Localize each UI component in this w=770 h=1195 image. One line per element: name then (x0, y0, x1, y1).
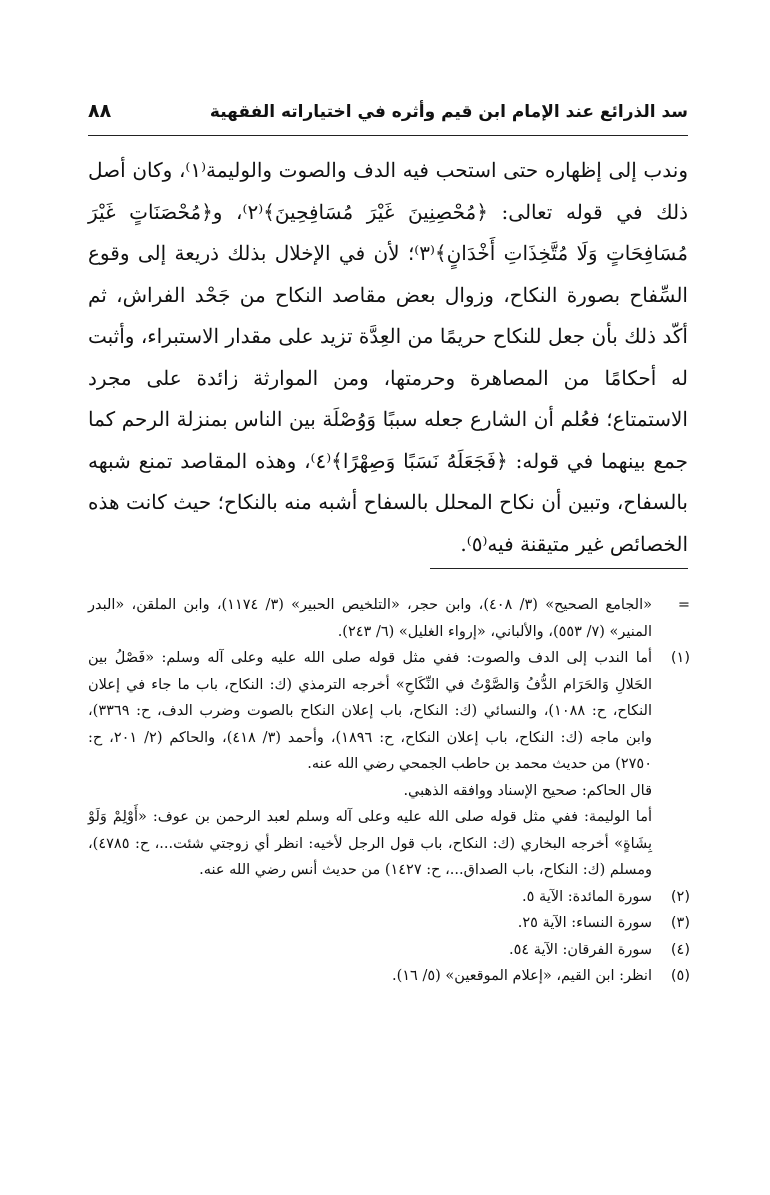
running-title: سد الذرائع عند الإمام ابن قيم وأثره في اختياراته الفقهية (209, 102, 688, 122)
header-rule (88, 135, 688, 136)
footnote-marker: (٢) (670, 888, 690, 905)
footnote-text: سورة الفرقان: الآية ٥٤. (508, 941, 652, 958)
footnote-1 (88, 645, 690, 884)
main-text (88, 150, 688, 565)
footnote-4 (88, 937, 690, 964)
footnote-5 (88, 963, 690, 990)
page-header (88, 100, 688, 122)
footnote-marker: (١) (670, 650, 690, 666)
page-number: ٨٨ (88, 100, 112, 122)
footnote-continuation (88, 592, 690, 645)
body-paragraph: وندب إلى إظهاره حتى استحب فيه الدف والصوت والوليمة⁽١⁾، وكان أصل ذلك في قوله تعالى: ﴿مُحْصِنِينَ غَيْرَ مُسَافِحِينَ﴾⁽٢⁾، و﴿مُحْصَنَاتٍ غَيْرَ مُسَافِحَاتٍ وَلَا مُتَّخِذَاتِ أَخْدَانٍ﴾⁽٣⁾؛ لأن في الإخلال بذلك ذريعة إلى وقوع السِّفاح بصورة النكاح، وزوال بعض مقاصد النكاح من جَحْد الفراش، ثم أكّد ذلك بأن جعل للنكاح حريمًا من العِدَّة تزيد على مقدار الاستبراء، وأثبت له أحكامًا من المصاهرة وحرمتها، ومن الموارثة زائدة على مجرد الاستمتاع؛ فعُلم أن الشارع جعله سببًا وَوُصْلَة بين الناس بمنزلة الرحم كما جمع بينهما في قوله: ﴿فَجَعَلَهُ نَسَبًا وَصِهْرًا﴾⁽٤⁾، وهذه المقاصد تمنع شبهه بالسفاح، وتبين أن نكاح المحلل بالسفاح أشبه منه بالنكاح؛ حيث كانت هذه الخصائص غير متيقنة فيه⁽٥⁾. (88, 158, 688, 556)
footnote-marker: (٥) (670, 968, 690, 984)
footnote-marker: (٣) (670, 915, 690, 931)
footnote-text: أما الندب إلى الدف والصوت: ففي مثل قوله صلى الله عليه وعلى آله وسلم: «فَصْلُ بين الحَلالِ وَالحَرَام الدُّفُ وَالصَّوْتُ في النِّكَاحِ» أخرجه الترمذي (ك: النكاح، باب ما جاء في إعلان النكاح، ح: ١٠٨٨)، والنسائي (ك: النكاح، باب إعلان النكاح بالصوت وضرب الدف، ح: ٣٣٦٩)، وابن ماجه (ك: النكاح، باب إعلان النكاح، ح: ١٨٩٦)، وأحمد (٣/ ٤١٨)، والحاكم (٢/ ٢٠١، ح: ٢٧٥٠) من حديث محمد بن حاطب الجمحي رضي الله عنه. (88, 650, 652, 772)
footnote-3 (88, 910, 690, 937)
footnote-marker: (٤) (670, 941, 690, 958)
footnote-text: «الجامع الصحيح» (٣/ ٤٠٨)، وابن حجر، «التلخيص الحبير» (٣/ ١١٧٤)، وابن الملقن، «البدر المنير» (٧/ ٥٥٣)، والألباني، «إرواء الغليل» (٦/ ٢٤٣). (88, 597, 653, 640)
footnote-text: انظر: ابن القيم، «إعلام الموقعين» (٥/ ١٦). (391, 968, 652, 984)
footnote-2 (88, 884, 690, 911)
footnote-text: سورة النساء: الآية ٢٥. (517, 915, 652, 931)
footnote-separator (430, 568, 688, 569)
footnote-text: قال الحاكم: صحيح الإسناد ووافقه الذهبي. (403, 782, 652, 799)
footnote-text: أما الوليمة: ففي مثل قوله صلى الله عليه وعلى آله وسلم لعبد الرحمن بن عوف: «أَوْلِمْ وَلَوْ بِشَاةٍ» أخرجه البخاري (ك: النكاح، باب قول الرجل لأخيه: انظر أي زوجتي شئت...، ح: ٤٧٨٥)، ومسلم (ك: النكاح، باب الصداق...، ح: ١٤٢٧) من حديث أنس رضي الله عنه. (88, 809, 652, 878)
footnotes (88, 592, 690, 990)
footnote-marker: = (677, 597, 690, 613)
footnote-text: سورة المائدة: الآية ٥. (522, 888, 652, 905)
